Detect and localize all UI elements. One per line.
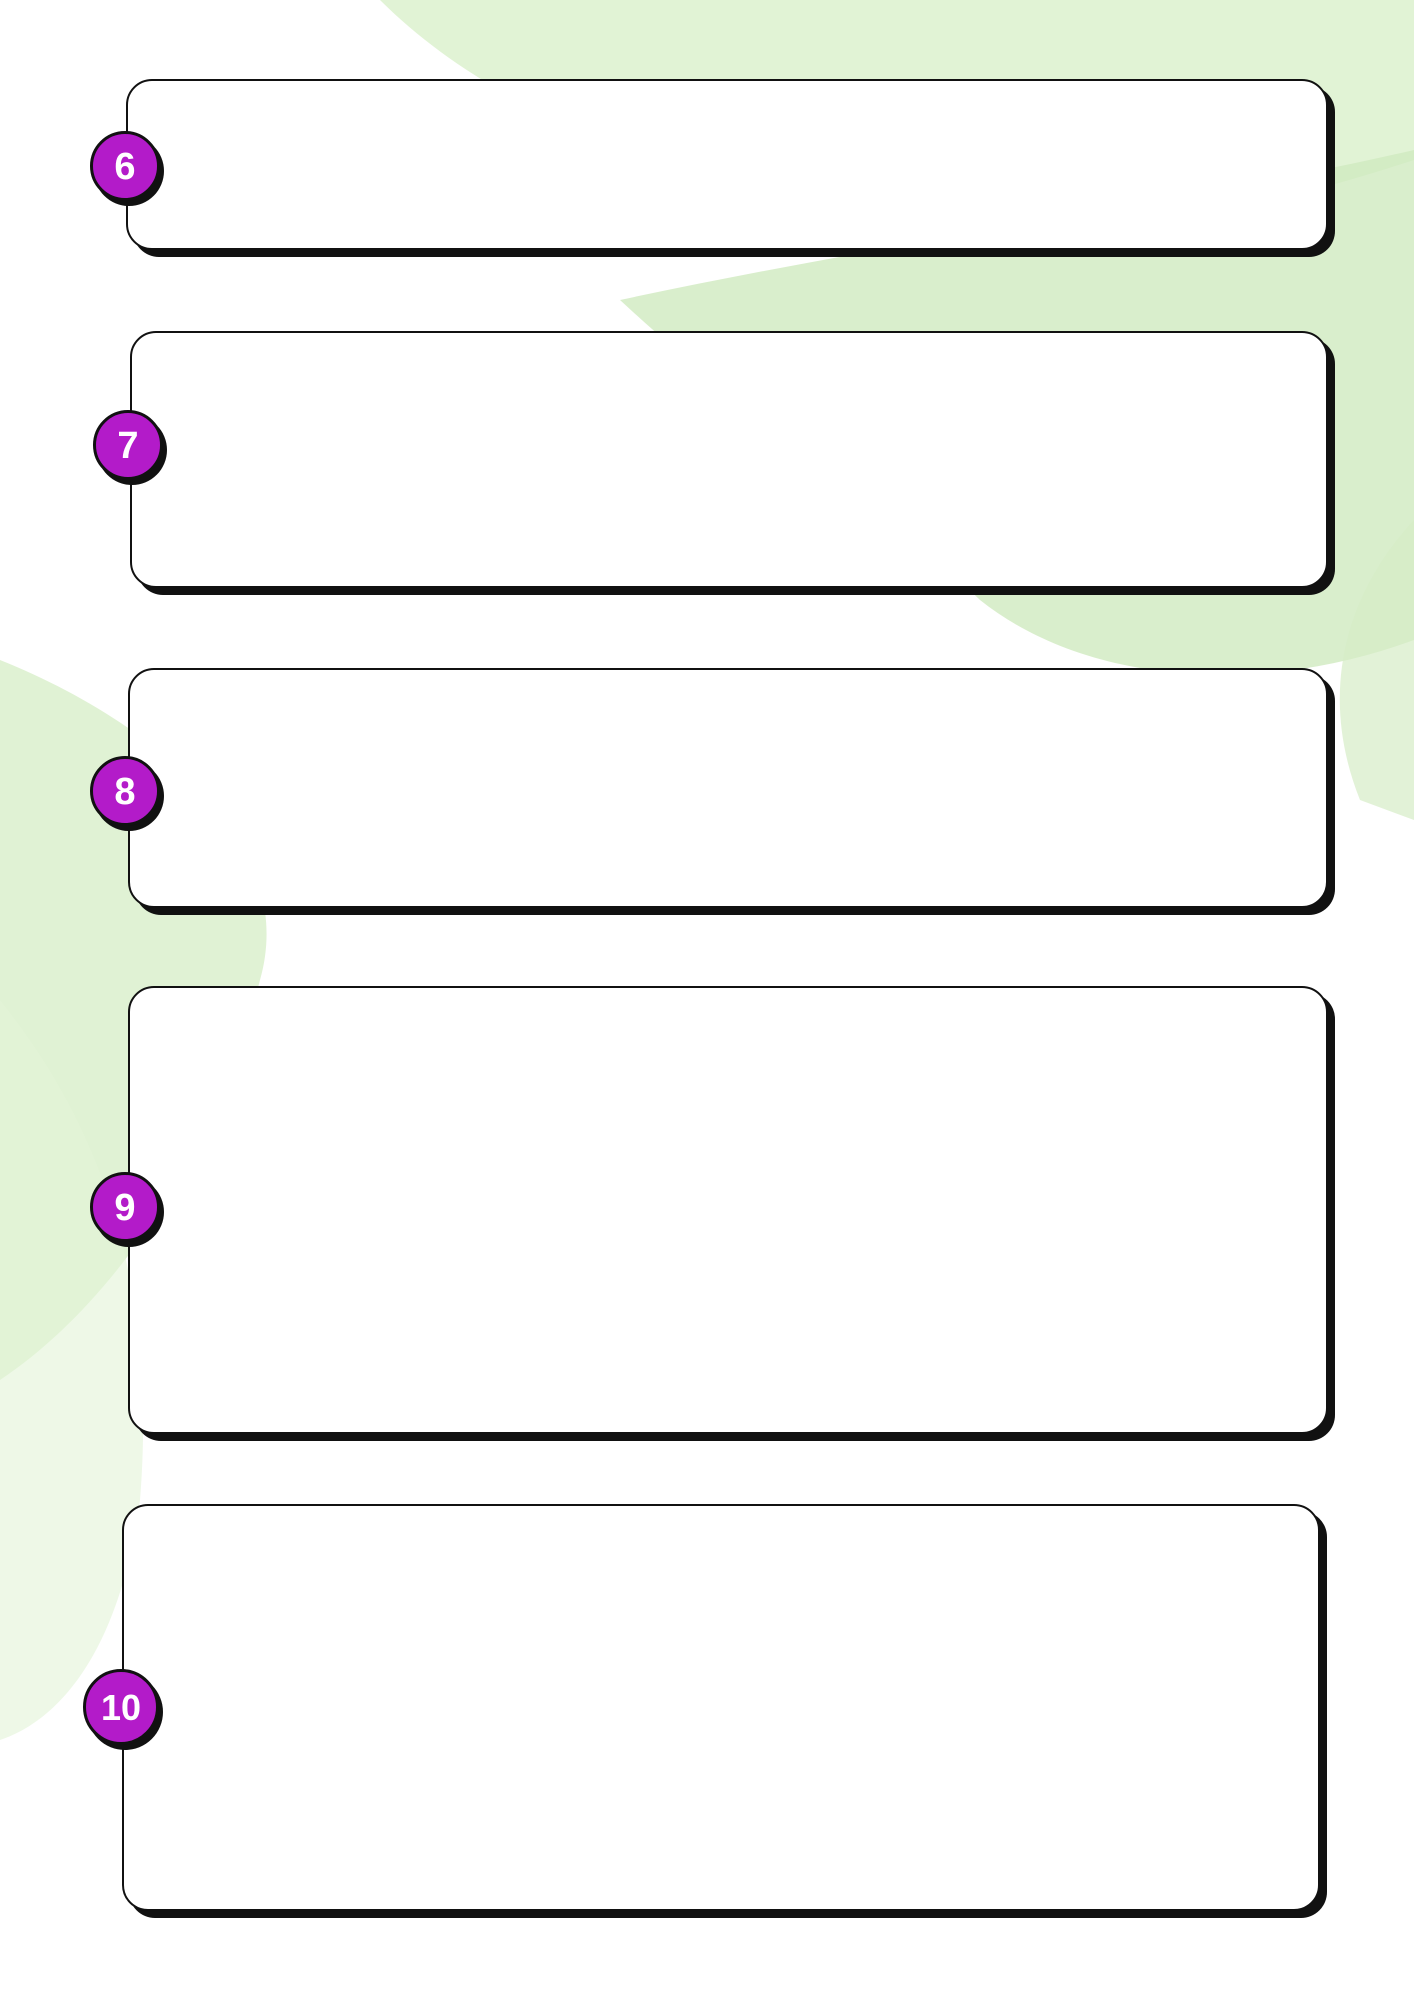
section-number-9: 9 xyxy=(90,1172,160,1242)
section-number-7: 7 xyxy=(93,410,163,480)
dates-card xyxy=(126,79,1328,250)
contact-card xyxy=(128,668,1328,908)
section-number-8: 8 xyxy=(90,756,160,826)
section-number-6: 6 xyxy=(90,131,160,201)
section-number-10: 10 xyxy=(83,1669,159,1745)
access-card xyxy=(128,986,1328,1434)
location-card xyxy=(130,331,1328,588)
trainer-card xyxy=(122,1504,1320,1911)
